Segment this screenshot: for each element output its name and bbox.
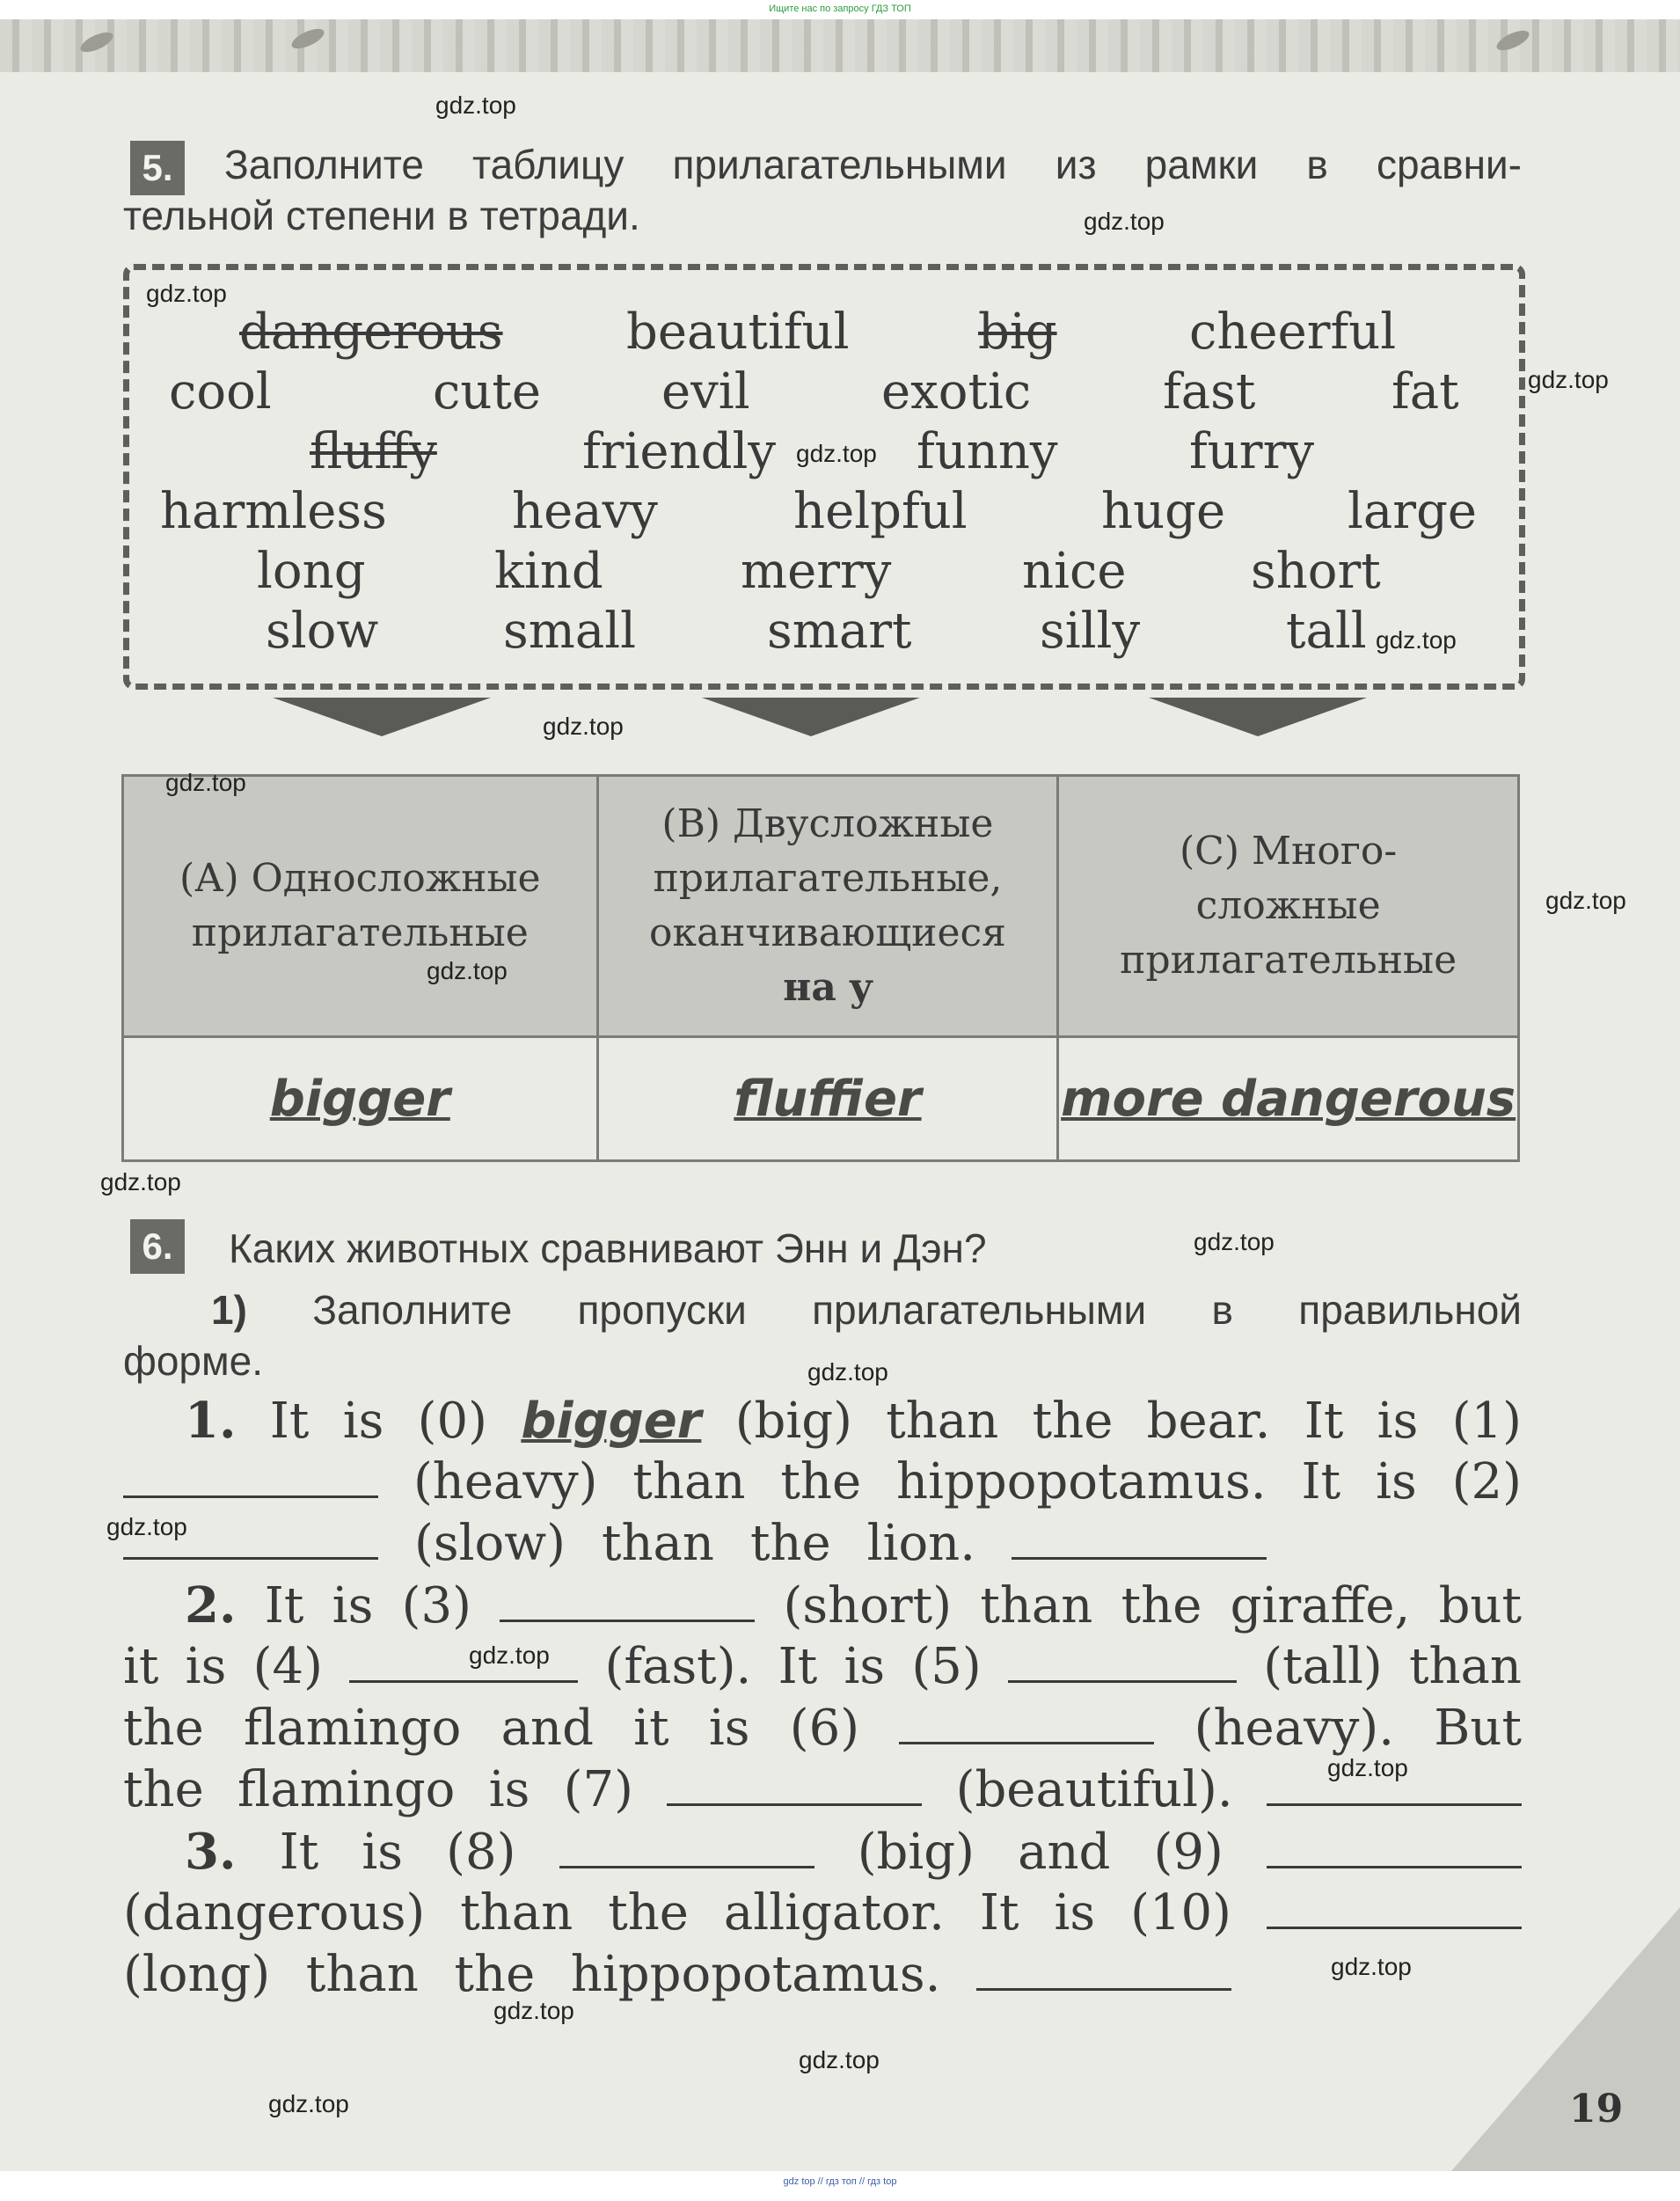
text-line xyxy=(123,1821,1522,1883)
text-line xyxy=(123,1575,1522,1637)
text-fragment: It is (8) xyxy=(279,1824,516,1881)
watermark: gdz.top xyxy=(1376,626,1457,654)
answer-blank-1[interactable] xyxy=(123,1453,378,1498)
answer-cell-a: bigger xyxy=(123,1037,598,1161)
answer-blank-8[interactable] xyxy=(559,1824,814,1868)
text-fragment: (short) than the giraffe, but xyxy=(783,1577,1522,1634)
watermark: gdz.top xyxy=(1545,887,1626,914)
table-header-c xyxy=(1058,776,1519,1037)
watermark: gdz.top xyxy=(165,769,246,796)
exercise-6-title: Каких животных сравнивают Энн и Дэн? xyxy=(229,1225,987,1271)
watermark: gdz.top xyxy=(469,1642,550,1669)
table-header-b xyxy=(597,776,1058,1037)
word-item: heavy xyxy=(512,483,658,540)
word-item: kind xyxy=(494,543,603,600)
watermark: gdz.top xyxy=(100,1168,181,1196)
word-item: fast xyxy=(1163,363,1256,420)
text-line xyxy=(123,1390,1522,1452)
answer-blank-3[interactable] xyxy=(500,1577,755,1622)
watermark: gdz.top xyxy=(807,1358,888,1386)
word-item: silly xyxy=(1040,603,1141,660)
header-line: сложные xyxy=(1195,883,1381,928)
word-item: smart xyxy=(767,603,912,660)
answer-blank-9[interactable] xyxy=(1267,1824,1522,1868)
watermark: gdz.top xyxy=(493,1997,574,2024)
arrow-down-icon xyxy=(1149,698,1367,736)
decorative-band xyxy=(0,19,1680,72)
word-item: cheerful xyxy=(1189,303,1397,361)
top-note: Ищите нас по запросу ГДЗ ТОП xyxy=(769,4,911,14)
text-line xyxy=(123,1513,1267,1575)
word-item: fat xyxy=(1391,363,1459,420)
word-item: helpful xyxy=(793,483,968,540)
watermark: gdz.top xyxy=(268,2090,349,2117)
text-line xyxy=(123,1698,1522,1759)
header-line: оканчивающиеся xyxy=(648,910,1006,955)
word-item: huge xyxy=(1101,483,1226,540)
watermark: gdz.top xyxy=(543,713,624,740)
word-item: beautiful xyxy=(626,303,850,361)
word-item: long xyxy=(257,543,366,600)
sub-instruction-text: Заполните пропуски прилагательными в правильной xyxy=(312,1287,1523,1333)
word-item: big xyxy=(978,303,1057,361)
answer-blank-7[interactable] xyxy=(667,1761,922,1806)
adjectives-table xyxy=(121,774,1520,1162)
text-fragment: (heavy) than the hippopotamus. It is (2) xyxy=(413,1453,1522,1510)
header-line: на y xyxy=(783,965,873,1010)
paragraph-number: 1. xyxy=(185,1392,237,1450)
answer-blank-6[interactable] xyxy=(899,1700,1154,1744)
watermark: gdz.top xyxy=(1327,1754,1408,1781)
exercise-6-subinstruction-line1 xyxy=(123,1284,1522,1335)
header-line: (С) Много- xyxy=(1180,829,1398,874)
watermark: gdz.top xyxy=(1194,1228,1275,1255)
word-item: merry xyxy=(741,543,892,600)
watermark: gdz.top xyxy=(1528,366,1609,393)
watermark: gdz.top xyxy=(799,2046,880,2073)
word-item: evil xyxy=(661,363,750,420)
watermark: gdz.top xyxy=(146,280,227,307)
text-line xyxy=(123,1759,1522,1821)
watermark: gdz.top xyxy=(1084,208,1165,235)
header-line: прилагательные xyxy=(1120,938,1457,983)
arrow-down-icon xyxy=(702,698,920,736)
exercise-5-instruction-line1: Заполните таблицу прилагательными из рамки в сравни- xyxy=(224,142,1522,187)
answer-blank-extra[interactable] xyxy=(1012,1515,1267,1560)
answer-cell-b: fluffier xyxy=(597,1037,1058,1161)
answer-cell-c: more dangerous xyxy=(1058,1037,1519,1161)
word-item: fluffy xyxy=(310,423,437,480)
arrow-down-icon xyxy=(273,698,491,736)
text-fragment: it is (4) xyxy=(123,1638,323,1695)
text-fragment: It is (0) xyxy=(269,1393,487,1450)
word-item: harmless xyxy=(160,483,387,540)
watermark: gdz.top xyxy=(796,440,877,467)
header-line: прилагательные xyxy=(191,910,529,955)
word-item: furry xyxy=(1189,423,1314,480)
word-item: nice xyxy=(1022,543,1127,600)
word-item: friendly xyxy=(582,423,777,480)
word-box xyxy=(123,264,1525,690)
sub-number: 1) xyxy=(211,1287,247,1333)
header-line: (В) Двусложные xyxy=(661,801,994,846)
text-line xyxy=(123,1883,1522,1944)
text-fragment: (big) than the bear. It is (1) xyxy=(734,1393,1522,1450)
page-number: 19 xyxy=(1569,2087,1624,2132)
text-fragment: (dangerous) than the alligator. It is (10) xyxy=(123,1884,1232,1941)
text-fragment: (big) and (9) xyxy=(857,1824,1223,1881)
text-fragment: the flamingo and it is (6) xyxy=(123,1700,860,1757)
word-item: funny xyxy=(917,423,1058,480)
paragraph-number: 2. xyxy=(185,1576,237,1634)
text-line xyxy=(123,1944,1231,2006)
paragraph-number: 3. xyxy=(185,1823,237,1881)
answer-blank-10[interactable] xyxy=(1267,1884,1522,1929)
text-fragment: (beautiful). xyxy=(955,1761,1233,1818)
word-item: cute xyxy=(433,363,542,420)
bottom-note: gdz top // гдз топ // гдз top xyxy=(783,2176,897,2187)
text-fragment: It is (3) xyxy=(264,1577,471,1634)
header-line: прилагательные, xyxy=(653,856,1003,901)
text-fragment: (tall) than xyxy=(1263,1638,1522,1695)
word-item: small xyxy=(503,603,637,660)
watermark: gdz.top xyxy=(435,91,516,119)
answer-blank-5[interactable] xyxy=(1008,1638,1237,1683)
word-item: cool xyxy=(169,363,272,420)
page-corner xyxy=(1451,1907,1680,2171)
text-line xyxy=(123,1451,1522,1513)
exercise-6-subinstruction-line2: форме. xyxy=(123,1338,264,1384)
word-item: slow xyxy=(266,603,379,660)
word-item: short xyxy=(1251,543,1381,600)
word-item: exotic xyxy=(881,363,1032,420)
watermark: gdz.top xyxy=(1331,1953,1412,1980)
text-fragment: (slow) than the lion. xyxy=(413,1515,976,1572)
text-fragment: (fast). It is (5) xyxy=(604,1638,982,1695)
word-item: large xyxy=(1348,483,1478,540)
example-answer: bigger xyxy=(521,1393,702,1450)
exercise-5-number: 5. xyxy=(130,141,185,195)
watermark: gdz.top xyxy=(427,957,508,984)
table-header-a xyxy=(123,776,598,1037)
answer-blank-extra[interactable] xyxy=(976,1946,1231,1991)
watermark: gdz.top xyxy=(106,1513,187,1540)
text-fragment: (heavy). But xyxy=(1194,1700,1522,1757)
exercise-5-instruction-line2: тельной степени в тетради. xyxy=(123,193,640,238)
text-fragment: the flamingo is (7) xyxy=(123,1761,633,1818)
text-line xyxy=(123,1636,1522,1698)
word-item: dangerous xyxy=(239,303,503,361)
text-fragment: (long) than the hippopotamus. xyxy=(123,1946,941,2003)
header-line: (А) Односложные xyxy=(179,856,541,901)
exercise-6-number: 6. xyxy=(130,1219,185,1274)
word-item: tall xyxy=(1286,603,1367,660)
